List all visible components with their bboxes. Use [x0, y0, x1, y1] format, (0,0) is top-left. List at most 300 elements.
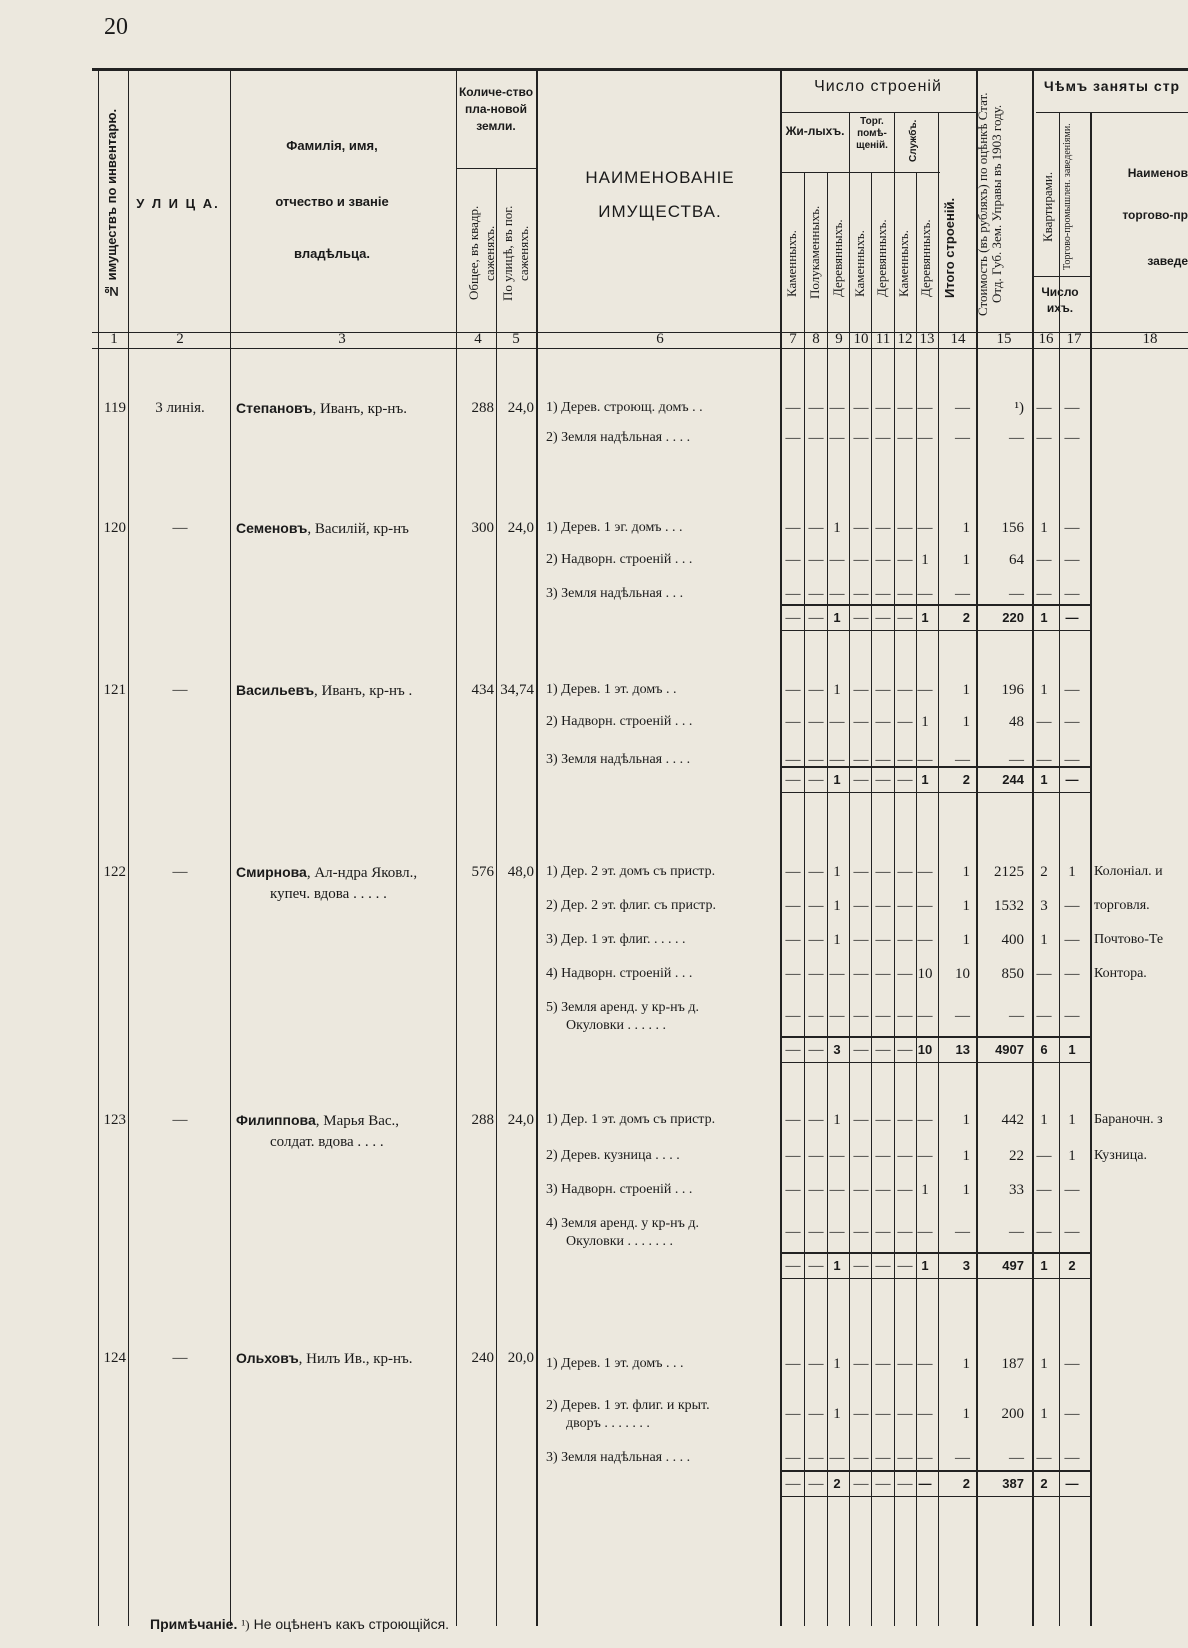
value-cell-c14: —: [955, 1450, 970, 1466]
value-cell-c16: 1: [1040, 682, 1048, 698]
header-occupied-group: Чѣмъ заняты стр: [1043, 78, 1181, 94]
dash-cell: —: [853, 1406, 869, 1422]
property-item: 3) Дер. 1 эт. флиг. . . . . .: [546, 932, 686, 947]
value-cell-c17: 1: [1068, 864, 1076, 880]
dash-cell: —: [897, 1224, 913, 1240]
enterprise-name: торговля.: [1094, 898, 1150, 913]
total-cell-c15: 387: [1002, 1476, 1024, 1491]
value-cell-c16: —: [1036, 1008, 1052, 1024]
header-total-buildings: Итого строеній.: [942, 197, 957, 299]
value-cell-c16: —: [1036, 1450, 1052, 1466]
value-cell-c16: 1: [1040, 520, 1048, 536]
value-cell-c15: 200: [1001, 1406, 1024, 1422]
value-cell-c9: —: [829, 1148, 845, 1164]
owner-rest: , Василій, кр-нъ: [307, 521, 409, 537]
header-c12: Каменныхъ.: [896, 230, 911, 298]
value-cell-c17: —: [1064, 1008, 1080, 1024]
property-item: 1) Дер. 1 эт. домъ съ пристр.: [546, 1112, 716, 1127]
property-item: 3) Земля надѣльная . . . .: [546, 752, 691, 767]
value-cell-c15: —: [1009, 1008, 1024, 1024]
dash-cell: —: [853, 714, 869, 730]
value-cell-c9: 1: [833, 520, 841, 536]
owner-name: [236, 864, 454, 882]
dash-cell: —: [853, 1112, 869, 1128]
header-name-line1: Наименов: [1127, 166, 1188, 180]
inventory-number: 122: [103, 864, 126, 880]
value-cell-c9: 1: [833, 1406, 841, 1422]
enterprise-name: Бараночн. з: [1094, 1112, 1163, 1127]
header-name-line2: торгово-пр: [1122, 208, 1188, 222]
header-owner-line3: владѣльца.: [294, 246, 370, 261]
dash-cell: —: [808, 586, 824, 602]
street: 3 линія.: [155, 400, 205, 416]
dash-cell: —: [897, 1450, 913, 1466]
value-cell-c9: —: [829, 1450, 845, 1466]
dash-cell: —: [853, 1042, 869, 1058]
value-cell-c15: 33: [1009, 1182, 1024, 1198]
dash-cell: —: [875, 1258, 891, 1274]
total-cell-c13: 1: [921, 1258, 929, 1273]
dash-cell: —: [875, 682, 891, 698]
value-cell-c16: —: [1036, 430, 1052, 446]
dash-cell: —: [808, 520, 824, 536]
value-cell-c13: —: [917, 1450, 933, 1466]
value-cell-c9: —: [829, 400, 845, 416]
dash-cell: —: [785, 772, 801, 788]
dash-cell: —: [808, 1356, 824, 1372]
value-cell-c17: —: [1064, 1356, 1080, 1372]
dash-cell: —: [853, 610, 869, 626]
colnum-10: 10: [853, 331, 869, 347]
dash-cell: —: [785, 586, 801, 602]
owner-surname: Ольховъ: [236, 1350, 299, 1366]
dash-cell: —: [808, 682, 824, 698]
property-item: 1) Дерев. 1 эт. домъ . . .: [546, 1356, 684, 1371]
dash-cell: —: [785, 1450, 801, 1466]
value-cell-c17: 1: [1068, 1112, 1076, 1128]
owner-surname: Васильевъ: [236, 682, 315, 698]
dash-cell: —: [897, 898, 913, 914]
dash-cell: —: [808, 1476, 824, 1492]
value-cell-c16: —: [1036, 752, 1052, 768]
dash-cell: —: [808, 1182, 824, 1198]
dash-cell: —: [897, 1182, 913, 1198]
header-c9: Деревянныхъ.: [830, 219, 845, 297]
value-cell-c14: 1: [962, 682, 970, 698]
value-cell-c9: —: [829, 966, 845, 982]
value-cell-c16: —: [1036, 400, 1052, 416]
dash-cell: —: [897, 1406, 913, 1422]
dash-cell: —: [875, 966, 891, 982]
header-c11: Деревянныхъ.: [874, 219, 889, 297]
owner-line2: солдат. вдова . . . .: [270, 1134, 384, 1150]
value-cell-c14: —: [955, 400, 970, 416]
dash-cell: —: [853, 898, 869, 914]
value-cell-c13: 10: [917, 966, 933, 982]
value-cell-c17: —: [1064, 966, 1080, 982]
header-c7: Каменныхъ.: [784, 230, 799, 298]
value-cell-c9: —: [829, 1008, 845, 1024]
value-cell-c13: 1: [921, 714, 929, 730]
property-item: 1) Дерев. 1 эг. домъ . . .: [546, 520, 683, 535]
value-cell-c14: —: [955, 1008, 970, 1024]
value-cell-c14: —: [955, 586, 970, 602]
value-cell-c17: —: [1064, 1406, 1080, 1422]
dash-cell: —: [853, 400, 869, 416]
dash-cell: —: [808, 1112, 824, 1128]
enterprise-name: Кузница.: [1094, 1148, 1148, 1163]
value-cell-c13: —: [917, 1356, 933, 1372]
owner-rest: , Ал-ндра Яковл.,: [306, 865, 418, 881]
value-cell-c17: —: [1064, 898, 1080, 914]
dash-cell: —: [853, 864, 869, 880]
dash-cell: —: [897, 1258, 913, 1274]
frontage: 24,0: [507, 520, 534, 536]
value-cell-c9: 1: [833, 864, 841, 880]
colnum-11: 11: [875, 331, 891, 347]
property-item-cont: Окуловки . . . . . .: [566, 1018, 666, 1033]
value-cell-c15: 196: [1001, 682, 1024, 698]
owner-name: [236, 520, 454, 538]
value-cell-c17: —: [1064, 552, 1080, 568]
value-cell-c9: —: [829, 552, 845, 568]
header-buildings-group: Число строеній: [814, 78, 942, 95]
property-item: 2) Надворн. строеній . . .: [546, 714, 693, 729]
value-cell-c15: 442: [1001, 1112, 1024, 1128]
street: —: [172, 864, 188, 880]
dash-cell: —: [875, 1476, 891, 1492]
value-cell-c13: —: [917, 682, 933, 698]
value-cell-c9: 1: [833, 682, 841, 698]
property-item: 4) Земля аренд. у кр-нъ д.: [546, 1216, 700, 1231]
dash-cell: —: [785, 898, 801, 914]
dash-cell: —: [808, 1224, 824, 1240]
property-item: 2) Дер. 2 эт. флиг. съ пристр.: [546, 898, 716, 913]
dash-cell: —: [897, 1112, 913, 1128]
dash-cell: —: [897, 966, 913, 982]
property-item-cont: дворъ . . . . . . .: [566, 1416, 650, 1431]
value-cell-c16: —: [1036, 1148, 1052, 1164]
value-cell-c14: 1: [962, 1112, 970, 1128]
total-cell-c17: —: [1065, 1476, 1079, 1491]
colnum-2: 2: [176, 331, 184, 347]
value-cell-c13: —: [917, 1112, 933, 1128]
footnote-label: Примѣчаніе.: [150, 1616, 238, 1632]
dash-cell: —: [785, 1148, 801, 1164]
total-cell-c9: 2: [833, 1476, 841, 1491]
dash-cell: —: [785, 1042, 801, 1058]
value-cell-c14: 1: [962, 864, 970, 880]
value-cell-c9: 1: [833, 1356, 841, 1372]
value-cell-c17: —: [1064, 400, 1080, 416]
value-cell-c17: —: [1064, 1450, 1080, 1466]
page-number: 20: [104, 14, 128, 40]
value-cell-c15: —: [1009, 752, 1024, 768]
dash-cell: —: [785, 1476, 801, 1492]
colnum-15: 15: [996, 331, 1012, 347]
property-item: 3) Земля надѣльная . . .: [546, 586, 684, 601]
total-cell-c16: 1: [1040, 772, 1048, 787]
dash-cell: —: [808, 1406, 824, 1422]
dash-cell: —: [785, 1112, 801, 1128]
value-cell-c9: —: [829, 714, 845, 730]
value-cell-c15: —: [1009, 430, 1024, 446]
dash-cell: —: [875, 1450, 891, 1466]
value-cell-c9: —: [829, 586, 845, 602]
dash-cell: —: [875, 1224, 891, 1240]
value-cell-c15: 400: [1001, 932, 1024, 948]
value-cell-c13: 1: [921, 1182, 929, 1198]
dash-cell: —: [785, 714, 801, 730]
dash-cell: —: [808, 966, 824, 982]
total-cell-c17: —: [1065, 610, 1079, 625]
owner-name: [236, 1112, 454, 1130]
dash-cell: —: [785, 1182, 801, 1198]
dash-cell: —: [853, 520, 869, 536]
dash-cell: —: [897, 1042, 913, 1058]
dash-cell: —: [897, 1008, 913, 1024]
frontage: 34,74: [500, 682, 534, 698]
value-cell-c15: 1532: [994, 898, 1024, 914]
value-cell-c15: —: [1009, 1450, 1024, 1466]
dash-cell: —: [785, 752, 801, 768]
colnum-6: 6: [656, 331, 664, 347]
total-cell-c14: 2: [962, 1476, 970, 1491]
value-cell-c14: —: [955, 1224, 970, 1240]
dash-cell: —: [853, 772, 869, 788]
value-cell-c16: 1: [1040, 1356, 1048, 1372]
value-cell-c17: —: [1064, 714, 1080, 730]
value-cell-c14: —: [955, 430, 970, 446]
value-cell-c13: —: [917, 932, 933, 948]
value-cell-c15: 850: [1001, 966, 1024, 982]
dash-cell: —: [897, 714, 913, 730]
value-cell-c16: —: [1036, 966, 1052, 982]
owner-rest: , Иванъ, кр-нъ.: [312, 401, 407, 417]
header-area: Общее, въ квадр. саженяхъ.: [466, 205, 497, 301]
frontage: 24,0: [507, 1112, 534, 1128]
property-item: 2) Земля надѣльная . . . .: [546, 430, 691, 445]
dash-cell: —: [785, 682, 801, 698]
value-cell-c17: —: [1064, 520, 1080, 536]
total-cell-c16: 1: [1040, 610, 1048, 625]
owner-surname: Смирнова: [236, 864, 307, 880]
total-cell-c15: 497: [1002, 1258, 1024, 1273]
colnum-9: 9: [835, 331, 843, 347]
value-cell-c13: —: [917, 864, 933, 880]
value-cell-c9: 1: [833, 1112, 841, 1128]
dash-cell: —: [897, 1476, 913, 1492]
dash-cell: —: [808, 714, 824, 730]
dash-cell: —: [808, 400, 824, 416]
colnum-5: 5: [512, 331, 520, 347]
header-c13: Деревянныхъ.: [918, 219, 933, 297]
dash-cell: —: [853, 1182, 869, 1198]
dash-cell: —: [897, 430, 913, 446]
value-cell-c13: —: [917, 400, 933, 416]
property-item: 2) Надворн. строеній . . .: [546, 552, 693, 567]
value-cell-c16: 1: [1040, 932, 1048, 948]
dash-cell: —: [853, 1224, 869, 1240]
dash-cell: —: [897, 682, 913, 698]
dash-cell: —: [853, 1356, 869, 1372]
enterprise-name: Колоніал. и: [1094, 864, 1163, 879]
total-cell-c15: 244: [1002, 772, 1024, 787]
header-frontage: По улицѣ, въ пог. саженяхъ.: [500, 205, 531, 301]
total-cell-c15: 4907: [995, 1042, 1024, 1057]
value-cell-c14: 1: [962, 1356, 970, 1372]
dash-cell: —: [897, 752, 913, 768]
dash-cell: —: [897, 520, 913, 536]
value-cell-c15: 156: [1001, 520, 1024, 536]
colnum-16: 16: [1038, 331, 1054, 347]
owner-line2: купеч. вдова . . . . .: [270, 886, 387, 902]
header-property-line2: ИМУЩЕСТВА.: [598, 202, 722, 221]
dash-cell: —: [875, 714, 891, 730]
dash-cell: —: [785, 1406, 801, 1422]
enterprise-name: Почтово-Те: [1094, 932, 1164, 947]
value-cell-c16: 1: [1040, 1406, 1048, 1422]
header-trade: Торг. помѣ-щеній.: [856, 116, 888, 151]
colnum-12: 12: [897, 331, 913, 347]
footnote: [150, 1616, 449, 1634]
header-inventory-no: № имуществъ по инвентарю.: [104, 108, 119, 300]
total-cell-c14: 2: [962, 772, 970, 787]
value-cell-c13: —: [917, 1148, 933, 1164]
value-cell-c13: —: [917, 1406, 933, 1422]
value-cell-c15: ¹): [1014, 400, 1024, 416]
value-cell-c13: —: [917, 1224, 933, 1240]
dash-cell: —: [875, 610, 891, 626]
value-cell-c14: 1: [962, 552, 970, 568]
value-cell-c9: —: [829, 752, 845, 768]
total-cell-c13: 1: [921, 772, 929, 787]
dash-cell: —: [785, 430, 801, 446]
value-cell-c14: 1: [962, 1406, 970, 1422]
owner-name: [236, 400, 454, 418]
inventory-number: 121: [103, 682, 126, 698]
value-cell-c15: 2125: [994, 864, 1024, 880]
inventory-number: 124: [103, 1350, 126, 1366]
colnum-18: 18: [1142, 331, 1158, 347]
dash-cell: —: [853, 1008, 869, 1024]
header-property-line1: НАИМЕНОВАНІЕ: [585, 168, 735, 187]
dash-cell: —: [808, 772, 824, 788]
value-cell-c13: 1: [921, 552, 929, 568]
dash-cell: —: [785, 400, 801, 416]
dash-cell: —: [897, 1148, 913, 1164]
enterprise-name: Контора.: [1094, 966, 1147, 981]
header-owner-line1: Фамилія, имя,: [286, 138, 378, 153]
dash-cell: —: [897, 864, 913, 880]
total-cell-c15: 220: [1002, 610, 1024, 625]
dash-cell: —: [875, 400, 891, 416]
total-cell-c9: 1: [833, 772, 841, 787]
dash-cell: —: [785, 932, 801, 948]
dash-cell: —: [853, 1148, 869, 1164]
header-value: Стоимость (въ рубляхъ) по оцѣнкѣ Стат. Отд. Губ. Зем. Управы въ 1903 году.: [975, 92, 1004, 316]
frontage: 24,0: [507, 400, 534, 416]
total-cell-c9: 3: [833, 1042, 841, 1057]
value-cell-c17: —: [1064, 932, 1080, 948]
header-c8: Полукаменныхъ.: [807, 205, 822, 299]
land-area: 288: [471, 1112, 494, 1128]
owner-rest: , Нилъ Ив., кр-нъ.: [298, 1351, 413, 1367]
dash-cell: —: [808, 1450, 824, 1466]
value-cell-c17: —: [1064, 1182, 1080, 1198]
total-cell-c13: —: [918, 1476, 932, 1491]
dash-cell: —: [875, 1148, 891, 1164]
total-cell-c16: 2: [1040, 1476, 1048, 1491]
dash-cell: —: [853, 1450, 869, 1466]
value-cell-c16: 2: [1040, 864, 1048, 880]
value-cell-c9: 1: [833, 932, 841, 948]
dash-cell: —: [785, 1356, 801, 1372]
property-item: 2) Дерев. кузница . . . .: [546, 1148, 680, 1163]
dash-cell: —: [785, 610, 801, 626]
value-cell-c16: —: [1036, 1182, 1052, 1198]
dash-cell: —: [808, 898, 824, 914]
dash-cell: —: [808, 1148, 824, 1164]
total-cell-c9: 1: [833, 1258, 841, 1273]
value-cell-c16: 1: [1040, 1112, 1048, 1128]
value-cell-c16: —: [1036, 1224, 1052, 1240]
total-cell-c14: 2: [962, 610, 970, 625]
value-cell-c14: 1: [962, 714, 970, 730]
land-area: 240: [471, 1350, 494, 1366]
value-cell-c17: 1: [1068, 1148, 1076, 1164]
property-item: 4) Надворн. строеній . . .: [546, 966, 693, 981]
colnum-17: 17: [1066, 331, 1082, 347]
owner-name: [236, 682, 454, 700]
owner-surname: Филиппова: [236, 1112, 316, 1128]
dash-cell: —: [853, 1476, 869, 1492]
property-item: 5) Земля аренд. у кр-нъ д.: [546, 1000, 700, 1015]
dash-cell: —: [853, 682, 869, 698]
dash-cell: —: [897, 610, 913, 626]
dash-cell: —: [785, 1258, 801, 1274]
land-area: 434: [471, 682, 494, 698]
header-trade-industrial: Торгово-промышлен. заведеніями.: [1062, 123, 1073, 271]
header-service: Службъ.: [908, 119, 919, 163]
dash-cell: —: [875, 1008, 891, 1024]
dash-cell: —: [785, 520, 801, 536]
value-cell-c15: —: [1009, 586, 1024, 602]
header-land-group: Количе-ство пла-новой земли.: [458, 85, 534, 133]
property-item: 1) Дерев. 1 эт. домъ . .: [546, 682, 677, 697]
total-cell-c13: 1: [921, 610, 929, 625]
dash-cell: —: [853, 1258, 869, 1274]
property-item: 1) Дерев. строющ. домъ . .: [546, 400, 703, 415]
header-street: У Л И Ц А.: [136, 196, 220, 211]
dash-cell: —: [853, 552, 869, 568]
dash-cell: —: [875, 932, 891, 948]
value-cell-c14: 1: [962, 1148, 970, 1164]
dash-cell: —: [897, 400, 913, 416]
total-cell-c16: 6: [1040, 1042, 1048, 1057]
value-cell-c17: —: [1064, 430, 1080, 446]
dash-cell: —: [875, 586, 891, 602]
property-item-cont: Окуловки . . . . . . .: [566, 1234, 673, 1249]
land-area: 300: [471, 520, 494, 536]
value-cell-c14: 1: [962, 1182, 970, 1198]
dash-cell: —: [875, 772, 891, 788]
value-cell-c17: —: [1064, 752, 1080, 768]
value-cell-c16: —: [1036, 552, 1052, 568]
dash-cell: —: [897, 586, 913, 602]
colnum-3: 3: [338, 331, 346, 347]
dash-cell: —: [785, 864, 801, 880]
